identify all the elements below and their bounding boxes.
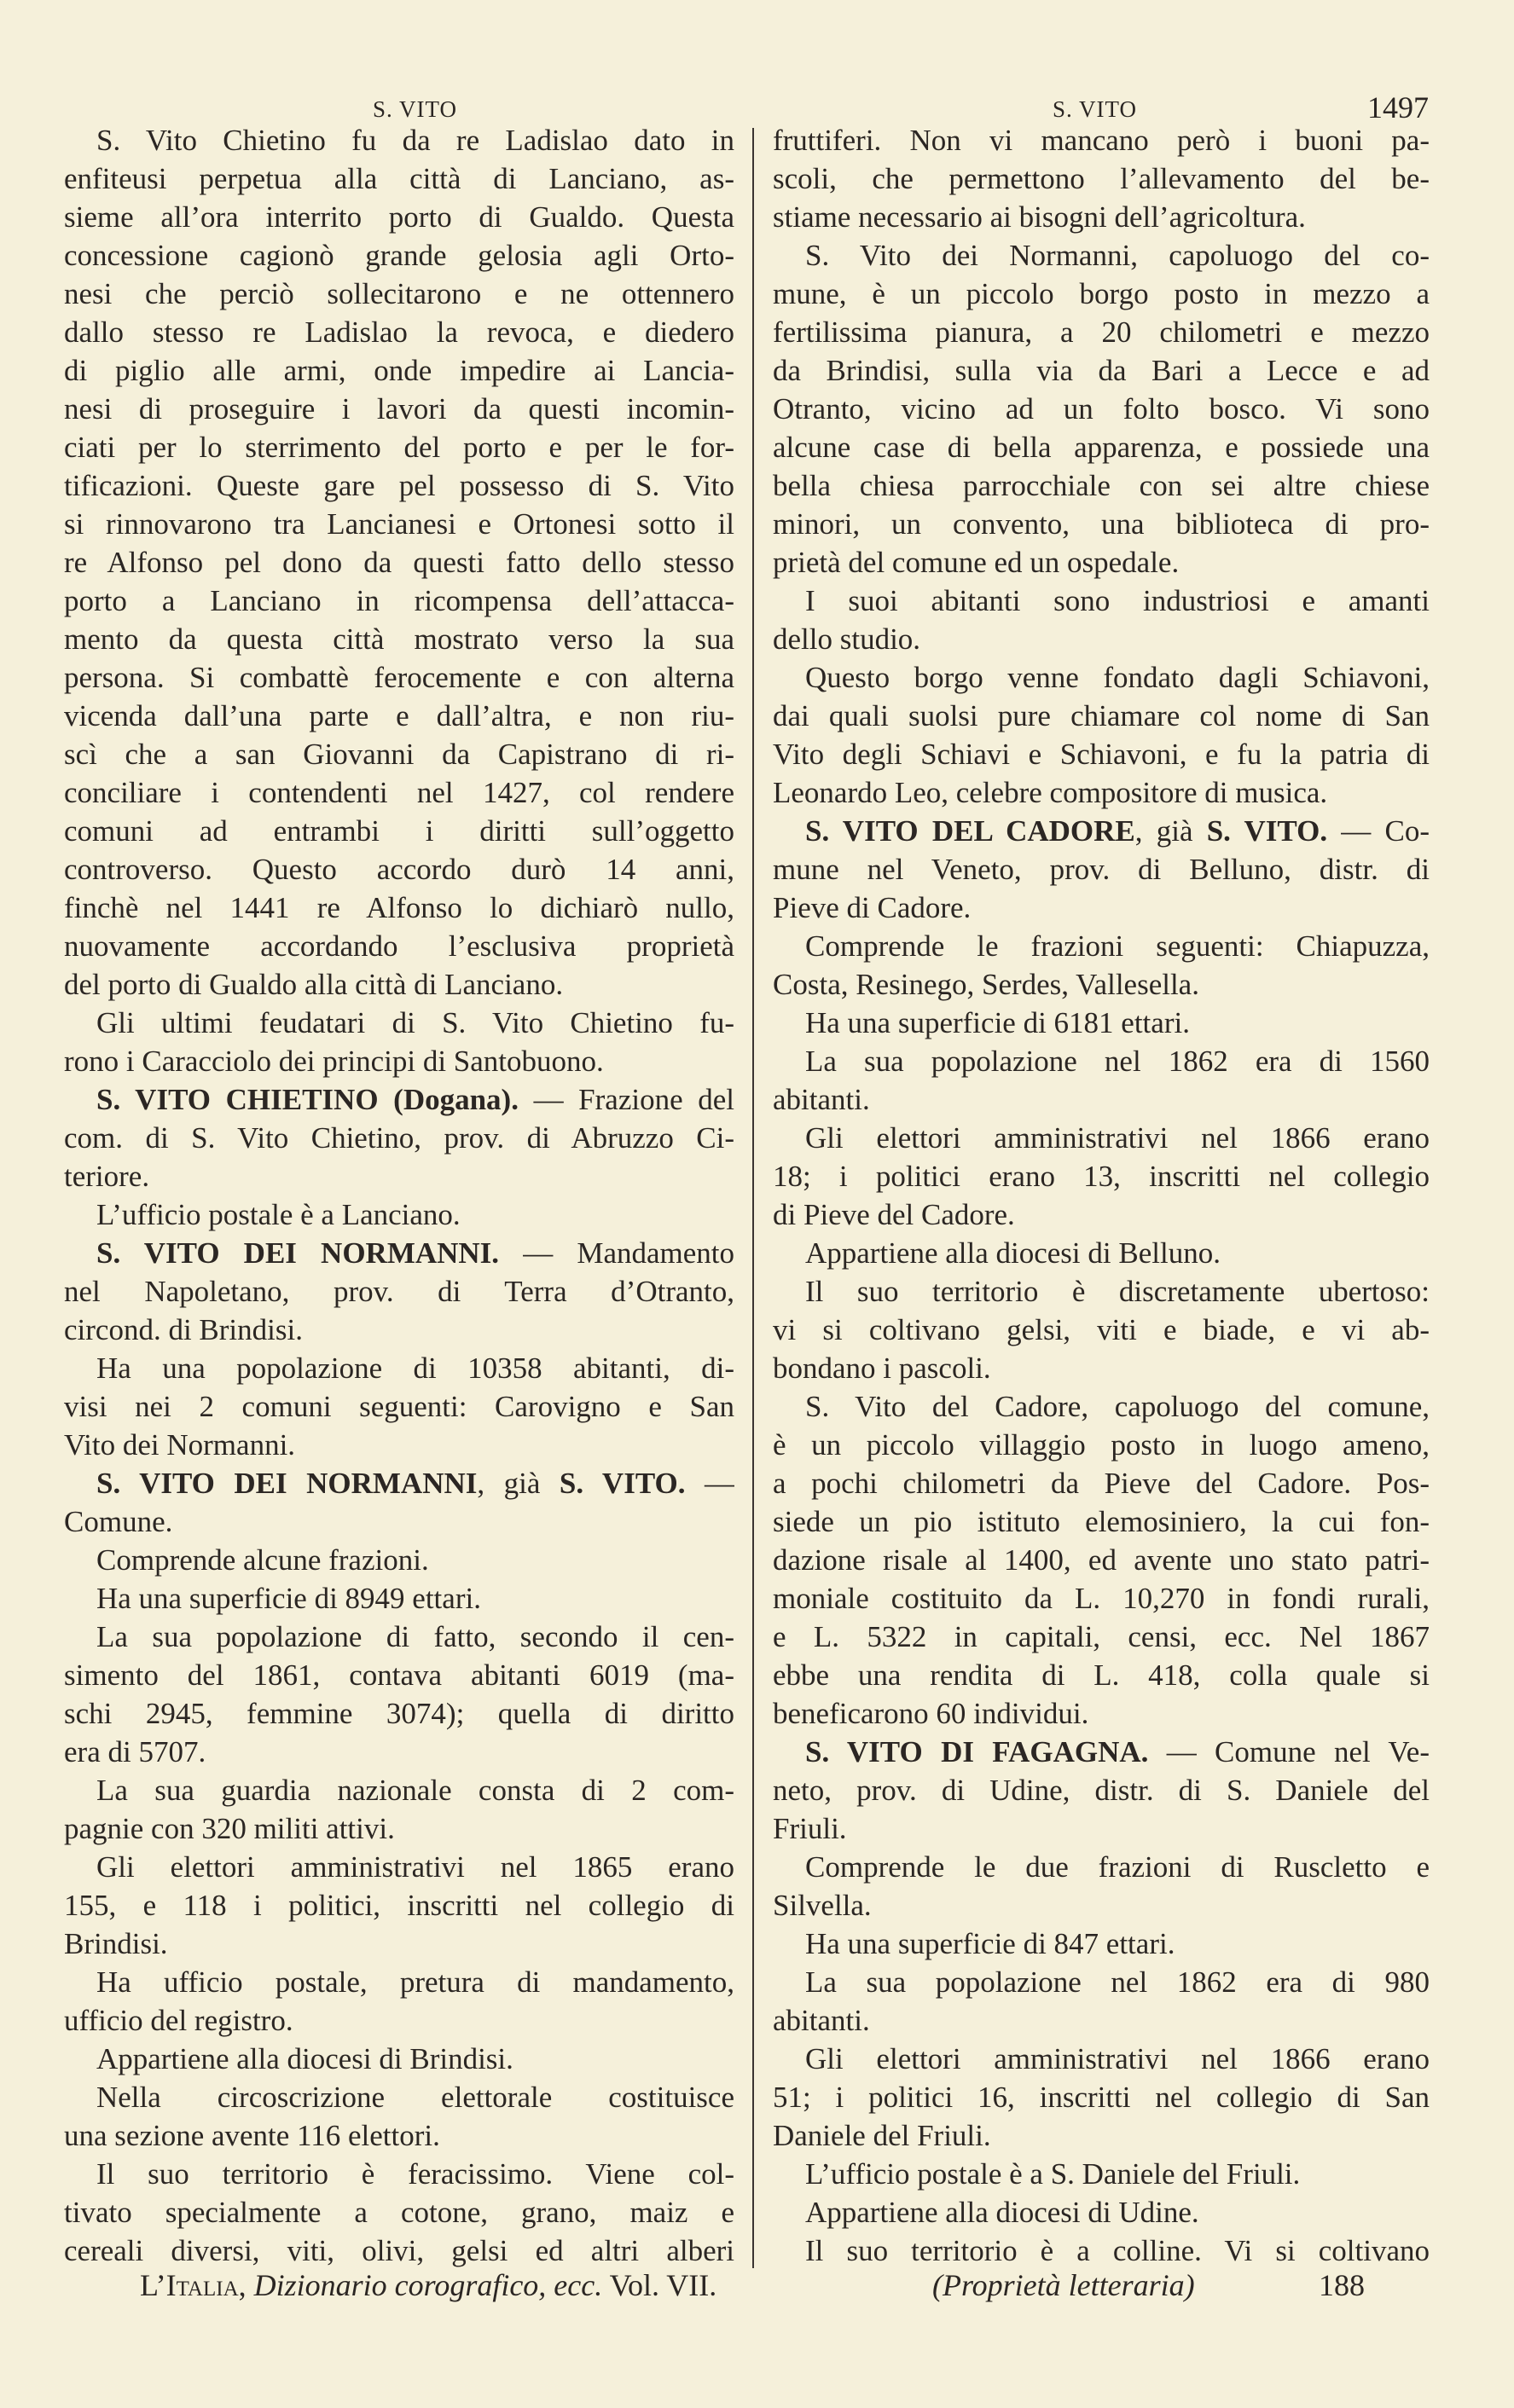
text-segment: — Frazione del [518, 1083, 734, 1116]
text-line [773, 1195, 1430, 1234]
text-segment: Daniele del Friuli. [773, 2119, 991, 2152]
text-segment: vi si coltivano gelsi, viti e biade, e vi ab- [773, 1313, 1430, 1346]
text-segment: dello studio. [773, 622, 921, 656]
text-segment: Nella circoscrizione elettorale costituisce [96, 2081, 734, 2114]
text-line [64, 1848, 734, 1886]
text-segment: Comune. [64, 1505, 173, 1538]
text-segment: vicenda dall’una parte e dall’altra, e non riu- [64, 699, 734, 732]
text-segment: nel Napoletano, prov. di Terra d’Otranto, [64, 1275, 734, 1308]
text-segment: Costa, Resinego, Serdes, Vallesella. [773, 968, 1199, 1001]
text-segment: simento del 1861, contava abitanti 6019 (ma- [64, 1658, 734, 1692]
text-segment: circond. di Brindisi. [64, 1313, 303, 1346]
text-line [64, 428, 734, 466]
text-line [64, 313, 734, 351]
text-line [773, 1541, 1430, 1579]
text-line [773, 965, 1430, 1004]
text-segment: del porto di Gualdo alla città di Lanciano. [64, 968, 564, 1001]
text-segment: Vito degli Schiavi e Schiavoni, e fu la patria di [773, 738, 1430, 771]
text-line [64, 1963, 734, 2001]
text-segment: Il suo territorio è a colline. Vi si coltivano [805, 2234, 1430, 2267]
entry-title: S. VITO DI FAGAGNA. [805, 1735, 1149, 1768]
text-segment: Gli ultimi feudatari di S. Vito Chietino fu- [96, 1006, 734, 1039]
text-line [773, 1579, 1430, 1618]
text-segment: conciliare i contendenti nel 1427, col rendere [64, 776, 734, 809]
text-segment: Silvella. [773, 1889, 872, 1922]
column-divider [752, 128, 754, 2268]
text-line [64, 198, 734, 236]
text-line [64, 275, 734, 313]
entry-heading-line [64, 1080, 734, 1119]
text-line [773, 236, 1430, 275]
text-line [64, 2193, 734, 2231]
text-segment: tificazioni. Queste gare pel possesso di S. Vito [64, 469, 734, 502]
text-segment: Questo borgo venne fondato dagli Schiavoni, [805, 661, 1430, 694]
text-line [773, 351, 1430, 390]
text-line [64, 697, 734, 735]
text-line [773, 1426, 1430, 1464]
text-line [64, 1502, 734, 1541]
text-line [773, 543, 1430, 582]
text-line [773, 1272, 1430, 1311]
text-segment: Comprende le frazioni seguenti: Chiapuzza, [805, 929, 1430, 963]
text-segment: fruttiferi. Non vi mancano però i buoni pa- [773, 124, 1430, 157]
entry-title: S. VITO. [1206, 814, 1328, 848]
text-line [773, 1618, 1430, 1656]
entry-heading-line [64, 1234, 734, 1272]
text-line [773, 1886, 1430, 1925]
entry-heading-line [773, 1733, 1430, 1771]
text-line [64, 1771, 734, 1809]
text-line [773, 735, 1430, 773]
text-segment: Pieve di Cadore. [773, 891, 972, 924]
footer-publication [140, 2266, 716, 2305]
text-line [773, 697, 1430, 735]
text-segment: nesi di proseguire i lavori da questi incomin- [64, 392, 734, 425]
text-segment: Comprende le due frazioni di Ruscletto e [805, 1850, 1430, 1884]
text-line [64, 1311, 734, 1349]
text-line [64, 1119, 734, 1157]
running-header-left: S. VITO [373, 96, 458, 122]
text-line [64, 236, 734, 275]
text-segment: stiame necessario ai bisogni dell’agricoltura. [773, 200, 1306, 234]
text-line [773, 1119, 1430, 1157]
text-line [64, 1387, 734, 1426]
text-segment: finchè nel 1441 re Alfonso lo dichiarò nullo, [64, 891, 734, 924]
text-segment: Brindisi. [64, 1927, 168, 1960]
text-line [64, 1733, 734, 1771]
text-line [773, 1848, 1430, 1886]
text-line [64, 773, 734, 812]
page-number: 1497 [1367, 90, 1429, 124]
text-segment: I suoi abitanti sono industriosi e amanti [805, 584, 1430, 617]
text-line [64, 1618, 734, 1656]
text-segment: neto, prov. di Udine, distr. di S. Daniele del [773, 1774, 1430, 1807]
text-segment: ebbe una rendita di L. 418, colla quale si [773, 1658, 1430, 1692]
text-segment: — Comune nel Ve- [1148, 1735, 1430, 1768]
text-line [64, 121, 734, 159]
text-segment: Ha ufficio postale, pretura di mandamento, [96, 1965, 734, 1999]
text-segment: Ha una superficie di 847 ettari. [805, 1927, 1175, 1960]
entry-title: S. VITO DEL CADORE [805, 814, 1135, 848]
text-segment: , già [1134, 814, 1207, 848]
text-segment: scoli, che permettono l’allevamento del be- [773, 162, 1430, 195]
text-line [773, 2001, 1430, 2040]
signature-number: 188 [1319, 2268, 1365, 2302]
text-segment: di piglio alle armi, onde impedire ai Lancia- [64, 354, 734, 387]
text-segment: Gli elettori amministrativi nel 1866 erano [805, 2042, 1430, 2075]
entry-heading-line [773, 812, 1430, 850]
entry-title: S. VITO DEI NORMANNI. [96, 1236, 500, 1270]
text-segment: La sua popolazione nel 1862 era di 1560 [805, 1045, 1430, 1078]
text-segment: abitanti. [773, 1083, 870, 1116]
text-segment: teriore. [64, 1160, 150, 1193]
entry-title: S. VITO. [559, 1467, 686, 1500]
text-line [773, 773, 1430, 812]
text-line [64, 1272, 734, 1311]
text-segment: enfiteusi perpetua alla città di Lanciano, as- [64, 162, 734, 195]
text-segment: 155, e 118 i politici, inscritti nel collegio di [64, 1889, 734, 1922]
text-line [64, 1004, 734, 1042]
text-segment: Appartiene alla diocesi di Udine. [805, 2196, 1199, 2229]
text-line [773, 1311, 1430, 1349]
text-segment: Vito dei Normanni. [64, 1428, 296, 1462]
text-line [64, 812, 734, 850]
text-line [773, 1042, 1430, 1080]
work-title: Dizionario corografico, ecc. [253, 2268, 603, 2302]
text-segment: siede un pio istituto elemosiniero, la cui fon- [773, 1505, 1430, 1538]
text-line [773, 1656, 1430, 1694]
text-line [773, 1157, 1430, 1195]
footer-separator: , [238, 2268, 254, 2302]
text-line [64, 2231, 734, 2270]
text-segment: scì che a san Giovanni da Capistrano di ri- [64, 738, 734, 771]
publication-name: L’Italia [140, 2268, 239, 2302]
text-line [64, 1656, 734, 1694]
text-segment: dallo stesso re Ladislao la revoca, e diedero [64, 315, 734, 349]
text-line [773, 1387, 1430, 1426]
text-line [773, 582, 1430, 620]
text-line [773, 2078, 1430, 2116]
text-segment: fertilissima pianura, a 20 chilometri e mezzo [773, 315, 1430, 349]
text-segment: nesi che perciò sollecitarono e ne ottennero [64, 277, 734, 310]
text-line [773, 1694, 1430, 1733]
text-segment: pagnie con 320 militi attivi. [64, 1812, 395, 1845]
text-segment: tivato specialmente a cotone, grano, maiz e [64, 2196, 734, 2229]
text-line [64, 1579, 734, 1618]
text-segment: 18; i politici erano 13, inscritti nel collegio [773, 1160, 1430, 1193]
text-line [64, 1349, 734, 1387]
text-line [64, 965, 734, 1004]
text-segment: L’ufficio postale è a S. Daniele del Friuli. [805, 2157, 1301, 2191]
text-segment: e L. 5322 in capitali, censi, ecc. Nel 1867 [773, 1620, 1430, 1653]
text-line [64, 1195, 734, 1234]
text-segment: — [685, 1467, 734, 1500]
text-segment: visi nei 2 comuni seguenti: Carovigno e San [64, 1390, 734, 1423]
text-line [773, 159, 1430, 198]
text-line [773, 275, 1430, 313]
text-segment: moniale costituito da L. 10,270 in fondi rurali, [773, 1582, 1430, 1615]
rights-notice: (Proprietà letteraria) [932, 2268, 1195, 2302]
text-line [773, 1080, 1430, 1119]
text-line [64, 2001, 734, 2040]
text-segment: La sua guardia nazionale consta di 2 com- [96, 1774, 734, 1807]
text-segment: Ha una superficie di 6181 ettari. [805, 1006, 1190, 1039]
text-line [773, 198, 1430, 236]
text-segment: ufficio del registro. [64, 2004, 293, 2037]
text-line [64, 390, 734, 428]
text-line [64, 658, 734, 697]
text-line [64, 1886, 734, 1925]
text-segment: mune, è un piccolo borgo posto in mezzo a [773, 277, 1430, 310]
text-line [64, 620, 734, 658]
left-column [64, 121, 734, 2270]
text-line [773, 1464, 1430, 1502]
text-segment: S. Vito del Cadore, capoluogo del comune, [805, 1390, 1430, 1423]
text-segment: Otranto, vicino ad un folto bosco. Vi sono [773, 392, 1430, 425]
text-segment: persona. Si combattè ferocemente e con alterna [64, 661, 734, 694]
text-segment: rono i Caracciolo dei principi di Santobuono. [64, 1045, 604, 1078]
text-segment: mento da questa città mostrato verso la sua [64, 622, 734, 656]
text-line [773, 2193, 1430, 2231]
text-line [773, 2231, 1430, 2270]
text-line [64, 735, 734, 773]
text-segment: — Mandamento [499, 1236, 734, 1270]
text-segment: comuni ad entrambi i diritti sull’oggetto [64, 814, 734, 848]
text-segment: beneficarono 60 individui. [773, 1697, 1089, 1730]
text-line [773, 1004, 1430, 1042]
text-line [773, 850, 1430, 889]
text-segment: , già [477, 1467, 560, 1500]
text-segment: si rinnovarono tra Lancianesi e Ortonesi sotto il [64, 507, 734, 541]
text-segment: Il suo territorio è feracissimo. Viene col- [96, 2157, 734, 2191]
text-line [773, 1963, 1430, 2001]
text-line [773, 428, 1430, 466]
text-line [64, 351, 734, 390]
text-segment: La sua popolazione nel 1862 era di 980 [805, 1965, 1430, 1999]
volume-number: Vol. VII. [602, 2268, 717, 2302]
text-segment: S. Vito dei Normanni, capoluogo del co- [805, 239, 1430, 272]
entry-title: S. VITO DEI NORMANNI [96, 1467, 478, 1500]
text-line [64, 1157, 734, 1195]
text-segment: com. di S. Vito Chietino, prov. di Abruzzo Ci- [64, 1121, 734, 1155]
text-line [64, 2116, 734, 2155]
text-segment: Leonardo Leo, celebre compositore di musica. [773, 776, 1328, 809]
text-line [64, 927, 734, 965]
text-line [64, 889, 734, 927]
text-segment: re Alfonso pel dono da questi fatto dello stesso [64, 546, 734, 579]
text-segment: di Pieve del Cadore. [773, 1198, 1015, 1231]
text-line [64, 1925, 734, 1963]
text-segment: Comprende alcune frazioni. [96, 1543, 429, 1577]
text-segment: mune nel Veneto, prov. di Belluno, distr. di [773, 853, 1430, 886]
text-segment: L’ufficio postale è a Lanciano. [96, 1198, 461, 1231]
text-segment: — Co- [1327, 814, 1430, 848]
text-segment: prietà del comune ed un ospedale. [773, 546, 1180, 579]
text-line [773, 658, 1430, 697]
text-segment: schi 2945, femmine 3074); quella di diritto [64, 1697, 734, 1730]
text-line [64, 850, 734, 889]
text-segment: controverso. Questo accordo durò 14 anni, [64, 853, 734, 886]
text-segment: Appartiene alla diocesi di Belluno. [805, 1236, 1221, 1270]
text-segment: dai quali suolsi pure chiamare col nome di San [773, 699, 1430, 732]
text-segment: sieme all’ora interrito porto di Gualdo. Questa [64, 200, 734, 234]
text-segment: bella chiesa parrocchiale con sei altre chiese [773, 469, 1430, 502]
text-line [773, 1502, 1430, 1541]
text-segment: Appartiene alla diocesi di Brindisi. [96, 2042, 513, 2075]
text-line [64, 2040, 734, 2078]
text-segment: Gli elettori amministrativi nel 1866 erano [805, 1121, 1430, 1155]
text-segment: era di 5707. [64, 1735, 206, 1768]
text-segment: Ha una superficie di 8949 ettari. [96, 1582, 481, 1615]
text-line [64, 1809, 734, 1848]
text-line [773, 121, 1430, 159]
text-line [64, 582, 734, 620]
right-column [773, 121, 1430, 2270]
text-line [64, 1042, 734, 1080]
text-segment: S. Vito Chietino fu da re Ladislao dato in [96, 124, 734, 157]
text-line [773, 927, 1430, 965]
text-line [64, 543, 734, 582]
text-segment: a pochi chilometri da Pieve del Cadore. Pos- [773, 1467, 1430, 1500]
text-line [64, 1426, 734, 1464]
entry-title: S. VITO CHIETINO (Dogana). [96, 1083, 519, 1116]
text-line [773, 505, 1430, 543]
text-segment: ciati per lo sterrimento del porto e per le for- [64, 431, 734, 464]
text-line [773, 2155, 1430, 2193]
text-line [773, 889, 1430, 927]
text-line [773, 466, 1430, 505]
text-segment: alcune case di bella apparenza, e possiede una [773, 431, 1430, 464]
text-segment: Ha una popolazione di 10358 abitanti, di- [96, 1352, 734, 1385]
text-segment: Gli elettori amministrativi nel 1865 erano [96, 1850, 734, 1884]
text-segment: bondano i pascoli. [773, 1352, 991, 1385]
text-line [773, 1234, 1430, 1272]
text-line [773, 2040, 1430, 2078]
text-segment: minori, un convento, una biblioteca di pro- [773, 507, 1430, 541]
text-line [773, 2116, 1430, 2155]
text-line [773, 1809, 1430, 1848]
text-line [773, 1771, 1430, 1809]
text-segment: dazione risale al 1400, ed avente uno stato patri- [773, 1543, 1430, 1577]
text-segment: cereali diversi, viti, olivi, gelsi ed altri alberi [64, 2234, 734, 2267]
text-line [64, 2078, 734, 2116]
text-line [64, 1541, 734, 1579]
text-segment: Friuli. [773, 1812, 847, 1845]
text-segment: Il suo territorio è discretamente ubertoso: [805, 1275, 1430, 1308]
text-line [64, 505, 734, 543]
text-line [64, 2155, 734, 2193]
text-line [773, 1925, 1430, 1963]
text-segment: da Brindisi, sulla via da Bari a Lecce e ad [773, 354, 1430, 387]
text-line [64, 159, 734, 198]
text-segment: porto a Lanciano in ricompensa dell’attacca- [64, 584, 734, 617]
text-line [773, 1349, 1430, 1387]
footer-rights [932, 2266, 1195, 2305]
text-segment: 51; i politici 16, inscritti nel collegio di San [773, 2081, 1430, 2114]
text-segment: una sezione avente 116 elettori. [64, 2119, 440, 2152]
text-segment: è un piccolo villaggio posto in luogo ameno, [773, 1428, 1430, 1462]
running-header-right: S. VITO [1053, 96, 1138, 122]
text-line [773, 390, 1430, 428]
text-line [773, 620, 1430, 658]
entry-heading-line [64, 1464, 734, 1502]
text-line [64, 466, 734, 505]
text-line [773, 313, 1430, 351]
text-segment: La sua popolazione di fatto, secondo il cen- [96, 1620, 734, 1653]
text-segment: concessione cagionò grande gelosia agli Orto- [64, 239, 734, 272]
text-segment: nuovamente accordando l’esclusiva proprietà [64, 929, 734, 963]
text-segment: abitanti. [773, 2004, 870, 2037]
text-line [64, 1694, 734, 1733]
